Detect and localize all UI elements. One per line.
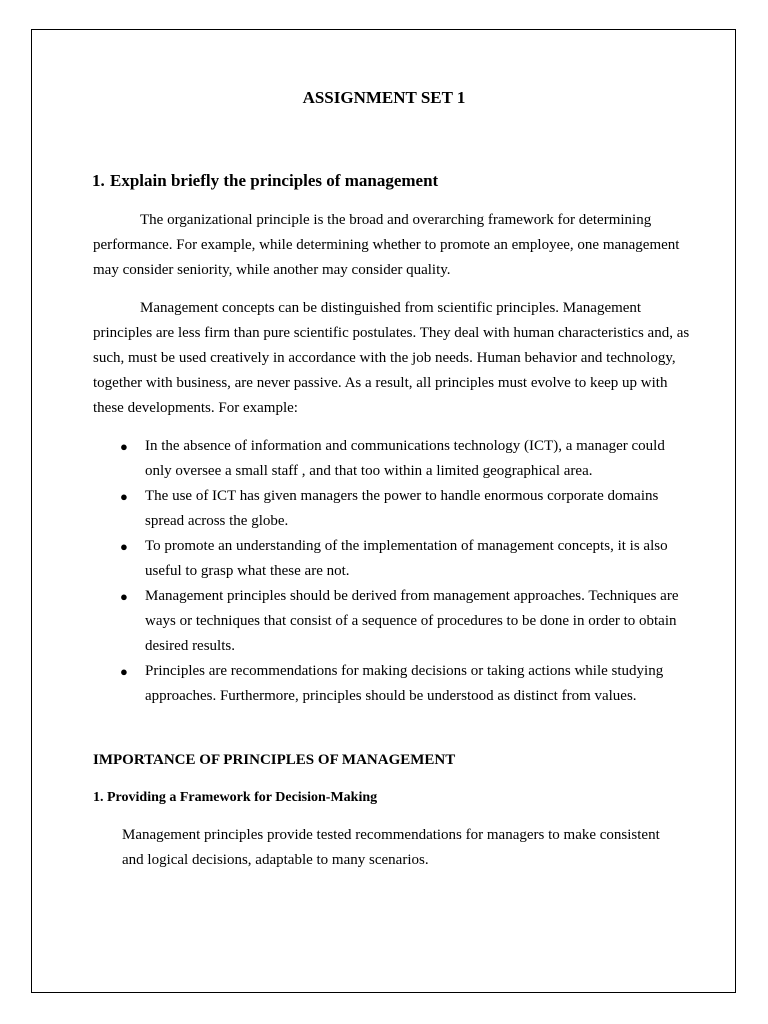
bullet-text: In the absence of information and communications technology (ICT), a manager could only oversee a small staff , and that too within a limited geographical area. [145,438,665,479]
bullet-item [93,584,693,659]
section-heading: IMPORTANCE OF PRINCIPLES OF MANAGEMENT [93,752,456,768]
bullet-item [93,534,693,584]
bullet-item [93,659,693,709]
bullet-text: The use of ICT has given managers the power to handle enormous corporate domains spread across the globe. [145,488,659,529]
bullet-icon: ● [120,539,128,554]
bullet-icon: ● [120,664,128,679]
bullet-item [93,484,693,534]
question-number: 1. [92,171,105,190]
bullet-list [93,434,693,709]
bullet-icon: ● [120,439,128,454]
sub-heading: 1. Providing a Framework for Decision-Making [93,790,378,805]
bullet-text: Principles are recommendations for making decisions or taking actions while studying approaches. Furthermore, principles should be understood as distinct from values. [145,663,664,704]
paragraph-organizational-principle: The organizational principle is the broad and overarching framework for determining performance. For example, while determining whether to promote an employee, one management may consider seniority, while another may consider quality. [93,212,680,278]
paragraph-framework: Management principles provide tested recommendations for managers to make consistent and logical decisions, adaptable to many scenarios. [122,827,660,868]
bullet-icon: ● [120,489,128,504]
bullet-icon: ● [120,589,128,604]
question-text: Explain briefly the principles of management [110,171,439,190]
document-title: ASSIGNMENT SET 1 [302,88,466,107]
paragraph-management-concepts: Management concepts can be distinguished from scientific principles. Management principles are less firm than pure scientific postulates. They deal with human characteristics and, as such, must be used creatively in accordance with the job needs. Human behavior and technology, together with business, are never passive. As a result, all principles must evolve to keep up with these developments. For example: [93,300,690,416]
bullet-text: To promote an understanding of the implementation of management concepts, it is also useful to grasp what these are not. [145,538,668,579]
bullet-text: Management principles should be derived from management approaches. Techniques are ways or techniques that consist of a sequence of procedures to be done in order to obtain desired results. [145,588,679,654]
bullet-item [93,434,693,484]
question-heading [92,170,438,192]
